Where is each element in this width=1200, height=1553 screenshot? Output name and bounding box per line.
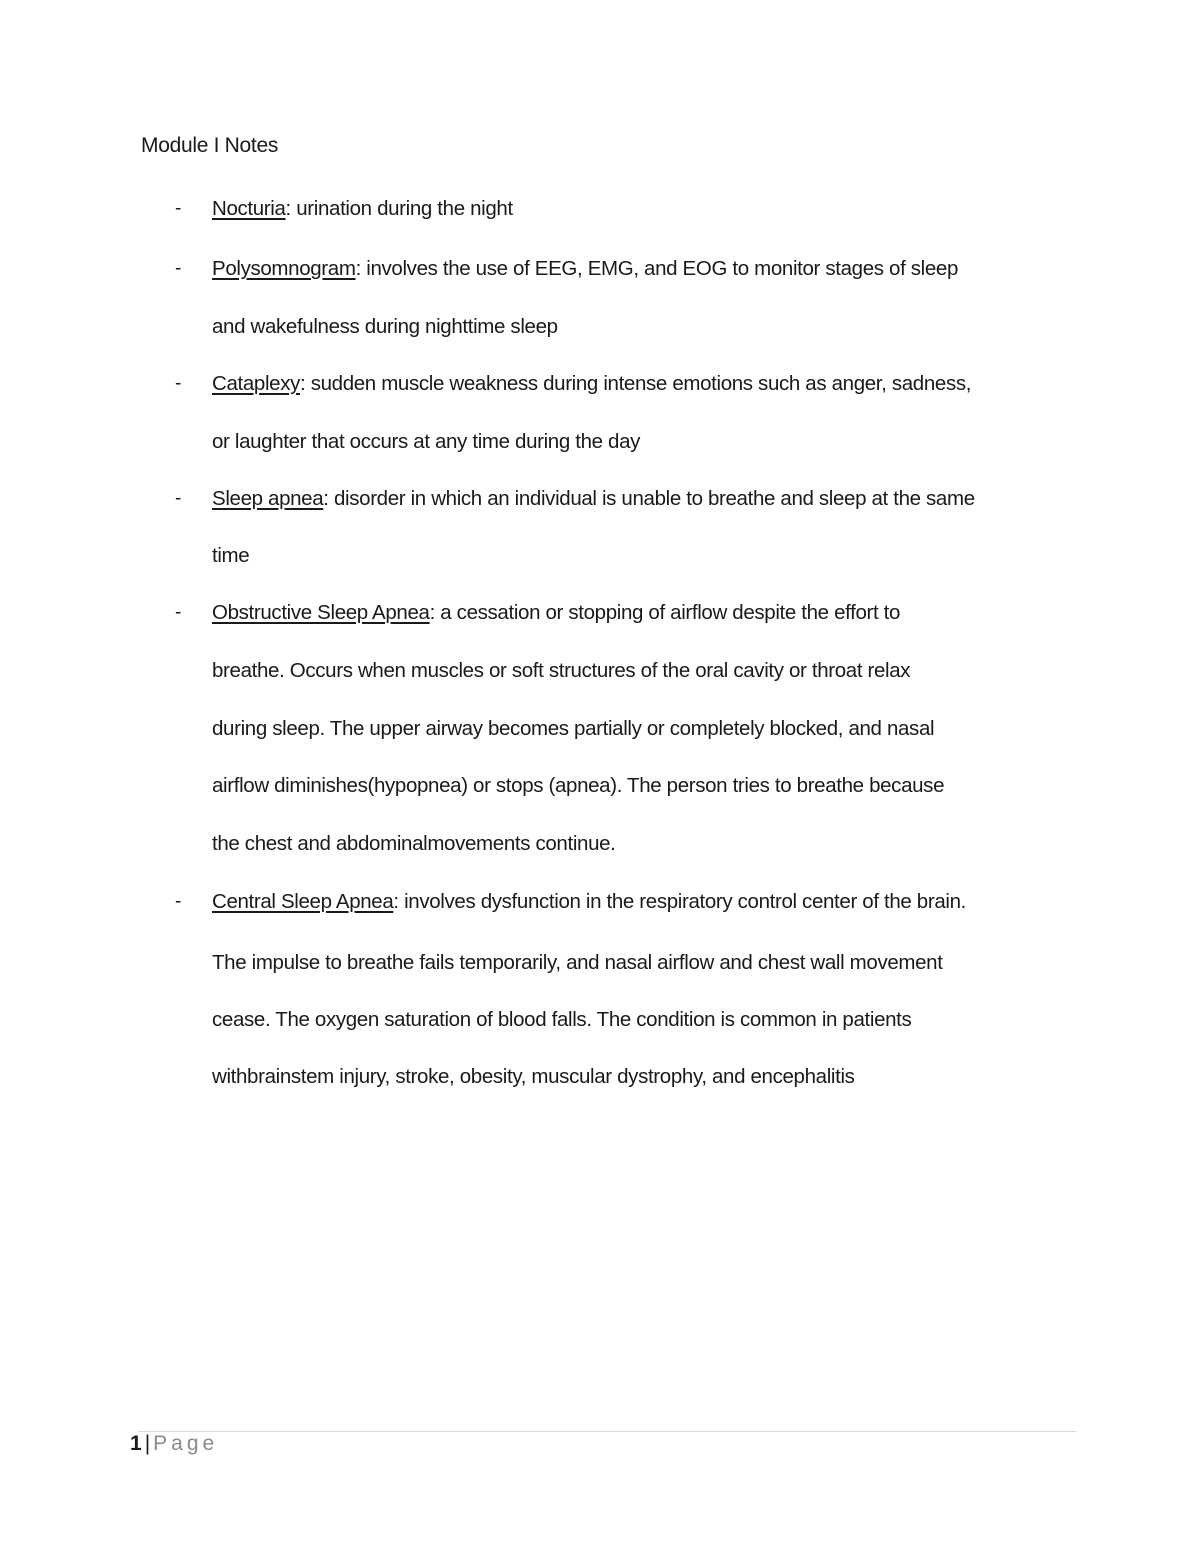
bullet-dash: - [175,373,182,394]
term-label: Nocturia [212,197,286,220]
definition-continuation: during sleep. The upper airway becomes partially or completely blocked, and nasal [212,717,935,740]
definition-continuation: cease. The oxygen saturation of blood falls. The condition is common in patients [212,1008,912,1031]
item-line [212,372,971,396]
footer-divider [138,1431,1076,1432]
term-label: Polysomnogram [212,257,356,280]
definition-text: : disorder in which an individual is unable to breathe and sleep at the same [323,487,975,510]
item-line [212,890,966,914]
bullet-dash: - [175,258,182,279]
bullet-dash: - [175,198,182,219]
definition-text: : a cessation or stopping of airflow despite the effort to [429,601,901,624]
page-number: 1 [130,1432,142,1455]
definition-continuation: airflow diminishes(hypopnea) or stops (apnea). The person tries to breathe because [212,774,945,797]
definition-text: : involves dysfunction in the respiratory control center of the brain. [393,890,966,913]
item-line [212,487,975,511]
term-label: Cataplexy [212,372,301,395]
page-footer [130,1432,218,1456]
term-label: Sleep apnea [212,487,324,510]
definition-continuation: withbrainstem injury, stroke, obesity, muscular dystrophy, and encephalitis [212,1065,855,1088]
definition-text: : involves the use of EEG, EMG, and EOG to monitor stages of sleep [355,257,959,280]
item-line [212,601,900,625]
term-label: Obstructive Sleep Apnea [212,601,430,624]
page-label: Page [153,1432,219,1455]
item-line [212,257,958,281]
definition-text: : urination during the night [285,197,513,220]
page-title: Module I Notes [141,134,279,157]
footer-separator: | [144,1432,151,1455]
item-line [212,197,513,221]
definition-continuation: and wakefulness during nighttime sleep [212,315,558,338]
term-label: Central Sleep Apnea [212,890,394,913]
definition-text: : sudden muscle weakness during intense emotions such as anger, sadness, [300,372,972,395]
bullet-dash: - [175,891,182,912]
definition-continuation: The impulse to breathe fails temporarily, and nasal airflow and chest wall movement [212,951,943,974]
definition-continuation: the chest and abdominalmovements continue. [212,832,616,855]
bullet-dash: - [175,602,182,623]
bullet-dash: - [175,488,182,509]
definition-continuation: or laughter that occurs at any time during the day [212,430,641,453]
definition-continuation: time [212,544,250,567]
definition-continuation: breathe. Occurs when muscles or soft structures of the oral cavity or throat relax [212,659,911,682]
